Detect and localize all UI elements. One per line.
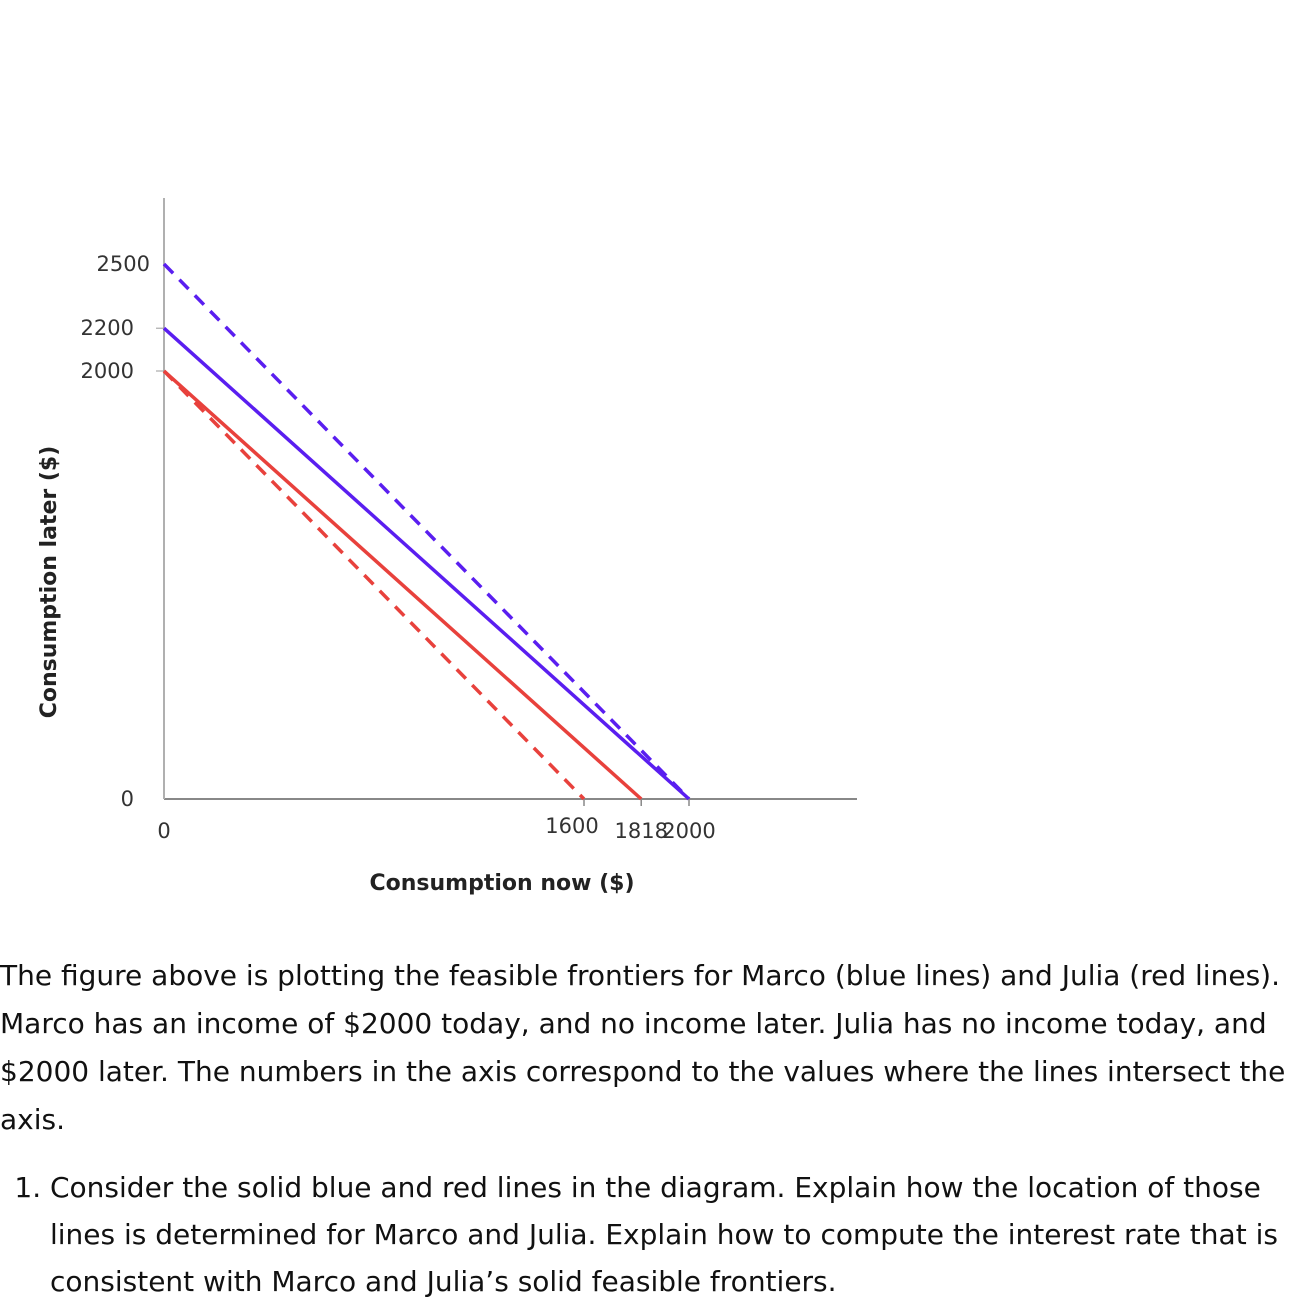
- y-tick-label: 0: [120, 787, 134, 811]
- axes: [164, 198, 857, 799]
- x-axis-title: Consumption now ($): [369, 871, 635, 896]
- x-tick-label: 2000: [662, 819, 716, 843]
- y-axis-title: Consumption later ($): [37, 445, 62, 719]
- question-text-block: [0, 952, 1300, 1305]
- figure-description: The figure above is plotting the feasible frontiers for Marco (blue lines) and Julia (red lines). Marco has an income of $2000 today, and no income later. Julia has no income today, and $2000 later. The numbers in the axis correspond to the values where the lines intersect the axis.: [0, 959, 1286, 1136]
- series-line-2: [164, 371, 641, 799]
- y-tick-labels: [81, 252, 164, 811]
- x-tick-label: 1600: [545, 814, 599, 838]
- series-line-1: [164, 328, 689, 799]
- x-tick-label: 0: [157, 819, 171, 843]
- y-tick-label: 2000: [80, 359, 134, 383]
- x-tick-label: 1818: [614, 819, 668, 843]
- y-tick-label: 2500: [96, 252, 150, 276]
- question-list: [0, 1164, 1300, 1305]
- series-line-3: [164, 371, 584, 799]
- series-layer: [164, 264, 689, 799]
- series-line-0: [164, 264, 689, 799]
- x-tick-labels: [157, 799, 715, 843]
- y-tick-label: 2200: [80, 316, 134, 341]
- question-item: 1. Consider the solid blue and red lines in the diagram. Explain how the location of those lines is determined for Marco and Julia. Explain how to compute the interest rate that is consistent with Marco and Julia’s solid feasible frontiers.: [50, 1164, 1300, 1305]
